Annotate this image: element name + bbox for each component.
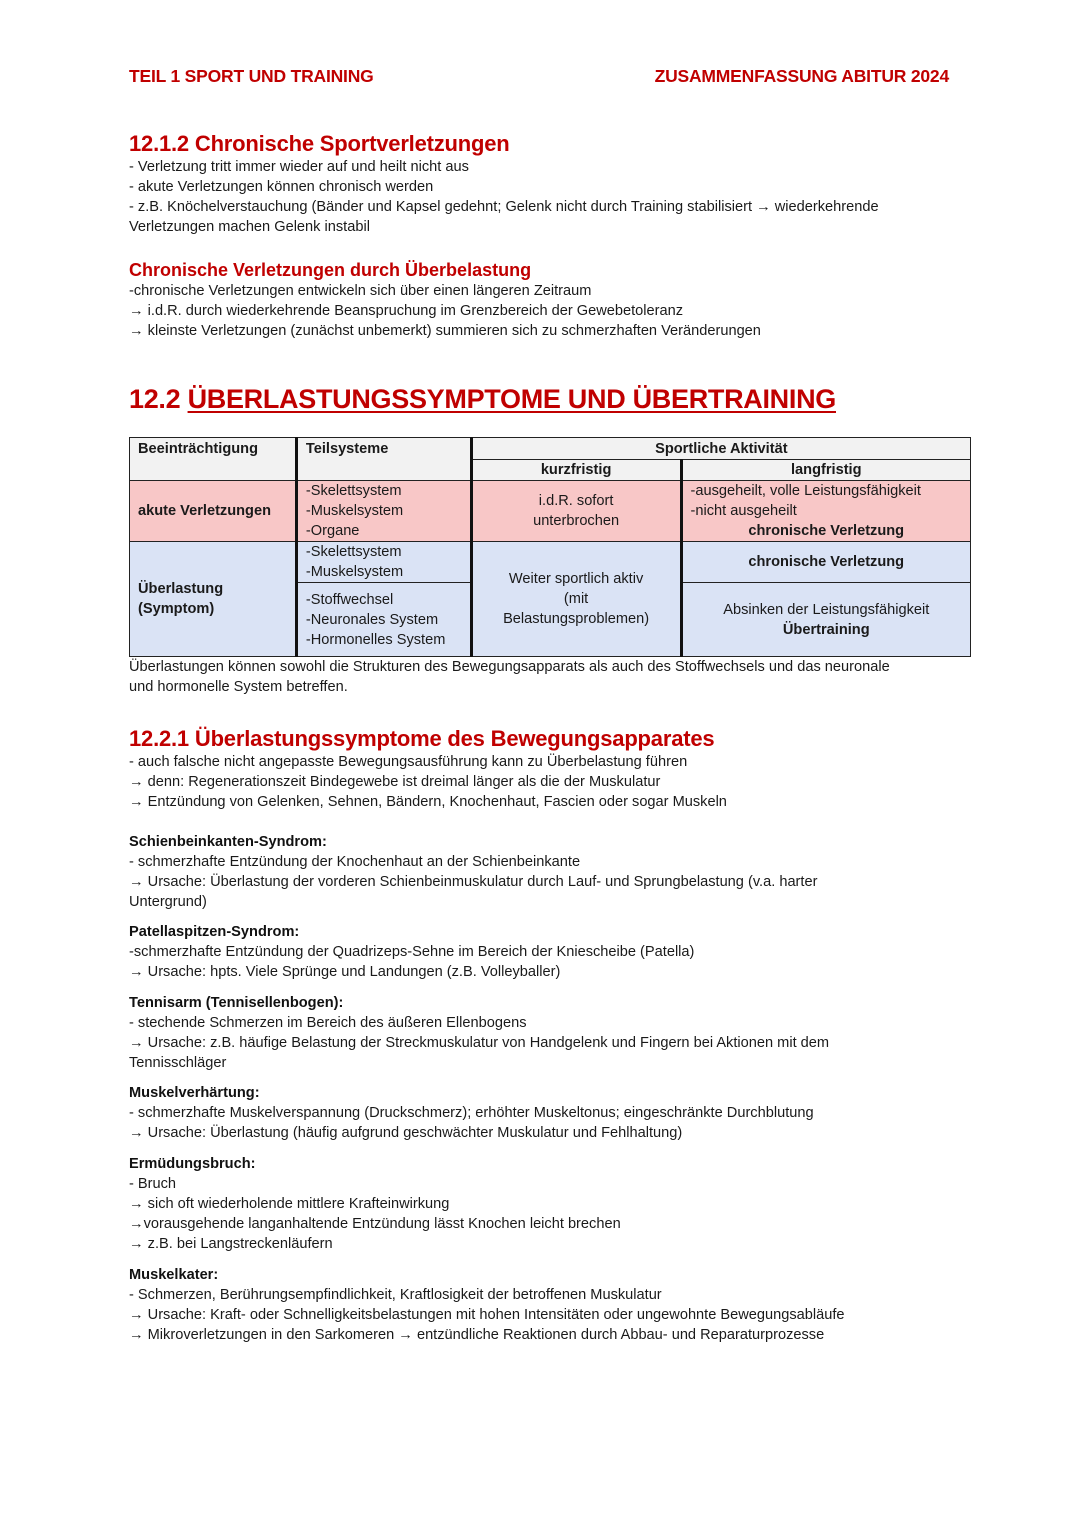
system-item: -Stoffwechsel <box>305 591 394 608</box>
chapter-title-text: ÜBERLASTUNGSSYMPTOME UND ÜBERTRAINING <box>187 384 836 414</box>
text-line: →vorausgehende langanhaltende Entzündung lässt Knochen leicht brechen <box>129 1216 621 1232</box>
system-item: -Neuronales System <box>305 611 439 628</box>
system-item: -Muskelsystem <box>305 503 404 519</box>
system-item: -Organe <box>305 523 360 539</box>
cell-overload-long-a: chronische Verletzung <box>681 542 970 583</box>
cell-text-bold: chronische Verletzung <box>748 523 905 539</box>
text-line: - akute Verletzungen können chronisch werden <box>129 179 434 195</box>
header-impairment: Beeinträchtigung <box>130 438 297 481</box>
text-line: → Ursache: Kraft- oder Schnelligkeitsbelastungen mit hohen Intensitäten oder ungewohnte Bewegungsabläufe <box>129 1307 845 1323</box>
text-line: Verletzungen machen Gelenk instabil <box>129 219 370 235</box>
symptom-tennis-elbow <box>129 993 971 1073</box>
text-line: - schmerzhafte Muskelverspannung (Druckschmerz); erhöhter Muskeltonus; eingeschränkte Durchblutung <box>129 1105 814 1121</box>
chapter-title <box>129 383 971 415</box>
system-item: -Hormonelles System <box>305 631 446 648</box>
text-line: -chronische Verletzungen entwickeln sich über einen längeren Zeitraum <box>129 283 592 299</box>
text-line: → Ursache: Überlastung (häufig aufgrund geschwächter Muskulatur und Fehlhaltung) <box>129 1125 683 1141</box>
symptom-name: Muskelverhärtung: <box>129 1085 260 1101</box>
symptom-name: Muskelkater: <box>129 1267 219 1283</box>
section-chronic-injuries <box>129 131 971 237</box>
cell-overload-systems-b <box>296 583 471 657</box>
text-line: → i.d.R. durch wiederkehrende Beanspruchung im Grenzbereich der Gewebetoleranz <box>129 303 684 319</box>
text-line: → Mikroverletzungen in den Sarkomeren → entzündliche Reaktionen durch Abbau- und Reparaturprozesse <box>129 1327 825 1343</box>
cell-text: Belastungsproblemen) <box>503 611 650 627</box>
chapter-number: 12.2 <box>129 384 188 414</box>
text-line: → z.B. bei Langstreckenläufern <box>129 1236 333 1252</box>
cell-overload-long-b <box>681 583 970 657</box>
cell-text: unterbrochen <box>533 513 620 529</box>
text-line: Untergrund) <box>129 894 207 910</box>
symptom-stress-fracture <box>129 1154 971 1254</box>
cell-text: Weiter sportlich aktiv <box>508 571 644 587</box>
section-overload-injuries <box>129 259 971 341</box>
cell-acute-long <box>681 481 970 542</box>
cell-text: -nicht ausgeheilt <box>690 503 797 519</box>
header-long-term: langfristig <box>681 460 970 481</box>
cell-text: Absinken der Leistungsfähigkeit <box>723 601 930 618</box>
symptom-name: Tennisarm (Tennisellenbogen): <box>129 995 344 1011</box>
running-header <box>129 66 949 87</box>
table-row-acute <box>130 481 971 542</box>
text-line: → kleinste Verletzungen (zunächst unbemerkt) summieren sich zu schmerzhaften Veränderungen <box>129 323 761 339</box>
cell-text-bold: Übertraining <box>782 621 870 638</box>
text-line: und hormonelle System betreffen. <box>129 679 348 695</box>
section-title: 12.1.2 Chronische Sportverletzungen <box>129 131 510 156</box>
cell-overload-systems-a <box>296 542 471 583</box>
text-line: - z.B. Knöchelverstauchung (Bänder und Kapsel gedehnt; Gelenk nicht durch Training stabilisiert → wiederkehrende <box>129 199 879 215</box>
cell-acute-short <box>471 481 681 542</box>
overload-table <box>129 437 971 657</box>
text-line: → Entzündung von Gelenken, Sehnen, Bändern, Knochenhaut, Fascien oder sogar Muskeln <box>129 794 727 810</box>
text-line: - Bruch <box>129 1176 177 1192</box>
symptom-shin-splints <box>129 832 971 912</box>
header-short-term: kurzfristig <box>471 460 681 481</box>
system-item: -Muskelsystem <box>305 564 404 580</box>
system-item: -Skelettsystem <box>305 544 402 560</box>
text-line: - auch falsche nicht angepasste Bewegungsausführung kann zu Überbelastung führen <box>129 754 688 770</box>
table-row-overload-a <box>130 542 971 583</box>
header-right: ZUSAMMENFASSUNG ABITUR 2024 <box>654 66 949 86</box>
table-note <box>129 657 971 697</box>
cell-text: -ausgeheilt, volle Leistungsfähigkeit <box>690 483 921 499</box>
header-subsystems: Teilsysteme <box>296 438 471 481</box>
cell-text: (mit <box>563 591 589 607</box>
cell-text: Überlastung <box>138 581 224 597</box>
symptom-patellar-tip <box>129 922 971 982</box>
cell-overload-label <box>130 542 297 657</box>
text-line: → Ursache: z.B. häufige Belastung der Streckmuskulatur von Handgelenk und Fingern bei Aktionen mit dem <box>129 1035 830 1051</box>
text-line: → Ursache: Überlastung der vorderen Schienbeinmuskulatur durch Lauf- und Sprungbelastung (v.a. harter <box>129 874 818 890</box>
text-line: Überlastungen können sowohl die Strukturen des Bewegungsapparats als auch des Stoffwechsels und das neuronale <box>129 659 890 675</box>
header-left: TEIL 1 SPORT UND TRAINING <box>129 66 374 86</box>
symptom-name: Patellaspitzen-Syndrom: <box>129 924 300 940</box>
cell-text: (Symptom) <box>138 601 215 617</box>
subsection-title: Chronische Verletzungen durch Überbelastung <box>129 260 532 280</box>
cell-overload-short <box>471 542 681 657</box>
text-line: → denn: Regenerationszeit Bindegewebe ist dreimal länger als die der Muskulatur <box>129 774 661 790</box>
symptom-name: Ermüdungsbruch: <box>129 1156 256 1172</box>
header-sport-activity: Sportliche Aktivität <box>471 438 970 460</box>
text-line: - stechende Schmerzen im Bereich des äußeren Ellenbogens <box>129 1015 527 1031</box>
section-title: 12.2.1 Überlastungssymptome des Bewegungsapparates <box>129 726 715 751</box>
cell-text: i.d.R. sofort <box>538 493 614 509</box>
text-line: - Schmerzen, Berührungsempfindlichkeit, Kraftlosigkeit der betroffenen Muskulatur <box>129 1287 662 1303</box>
cell-acute-label: akute Verletzungen <box>130 481 297 542</box>
text-line: -schmerzhafte Entzündung der Quadrizeps-Sehne im Bereich der Kniescheibe (Patella) <box>129 944 695 960</box>
text-line: → sich oft wiederholende mittlere Krafteinwirkung <box>129 1196 450 1212</box>
text-line: → Ursache: hpts. Viele Sprünge und Landungen (z.B. Volleyballer) <box>129 964 561 980</box>
section-122-heading <box>129 383 971 415</box>
symptom-muscle-hardening <box>129 1083 971 1143</box>
text-line: Tennisschläger <box>129 1055 227 1071</box>
symptom-name: Schienbeinkanten-Syndrom: <box>129 834 327 850</box>
section-musculoskeletal <box>129 726 971 812</box>
text-line: - Verletzung tritt immer wieder auf und heilt nicht aus <box>129 159 469 175</box>
text-line: - schmerzhafte Entzündung der Knochenhaut an der Schienbeinkante <box>129 854 581 870</box>
system-item: -Skelettsystem <box>305 483 402 499</box>
symptom-muscle-soreness <box>129 1265 971 1345</box>
cell-acute-systems <box>296 481 471 542</box>
